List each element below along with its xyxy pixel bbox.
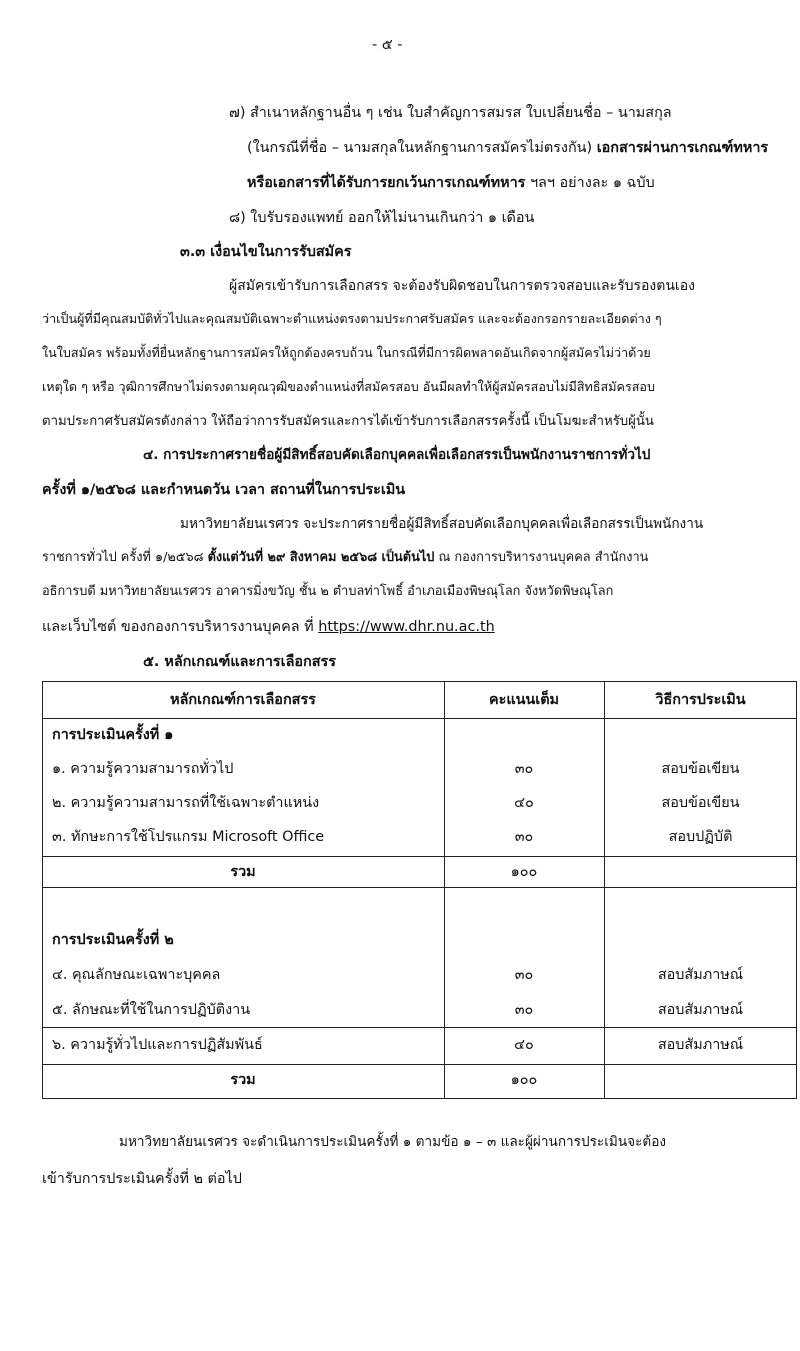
section-4-line-4 (42, 620, 495, 634)
section-4-heading-line-2: ครั้งที่ ๑/๒๕๖๘ และกำหนดวัน เวลา สถานที่ในการประเมิน (42, 482, 406, 498)
website-link[interactable]: https://www.dhr.nu.ac.th (318, 619, 495, 635)
table-row-score: ๓๐ (514, 829, 534, 845)
header-criteria: หลักเกณฑ์การเลือกสรร (170, 692, 316, 708)
table-row-score: ๔๐ (514, 1037, 534, 1053)
section-5-heading: ๕. หลักเกณฑ์และการเลือกสรร (143, 654, 336, 670)
table-row-score: ๓๐ (514, 761, 534, 777)
item-7-line-1: ๗) สำเนาหลักฐานอื่น ๆ เช่น ใบสำคัญการสมรส ใบเปลี่ยนชื่อ – นามสกุล (229, 105, 672, 121)
closing-line-1: มหาวิทยาลัยนเรศวร จะดำเนินการประเมินครั้งที่ ๑ ตามข้อ ๑ – ๓ และผู้ผ่านการประเมินจะต้อง (119, 1134, 667, 1150)
table-row-criteria: ๖. ความรู้ทั่วไปและการปฏิสัมพันธ์ (52, 1037, 263, 1053)
item-7-line-2-bold: เอกสารผ่านการเกณฑ์ทหาร (596, 140, 769, 156)
table-row-method: สอบสัมภาษณ์ (657, 1037, 744, 1053)
section-4-date: ตั้งแต่วันที่ ๒๙ สิงหาคม ๒๕๖๘ เป็นต้นไป (207, 550, 435, 565)
table-row-method: สอบปฏิบัติ (668, 829, 733, 845)
table-row-score: ๓๐ (514, 1002, 534, 1018)
round-1-total: ๑๐๐ (510, 864, 538, 880)
section-4-line-2 (42, 552, 648, 565)
section-3-3-line-2: ว่าเป็นผู้ที่มีคุณสมบัติทั่วไปและคุณสมบัติเฉพาะตำแหน่งตรงตามประกาศรับสมัคร และจะต้องกรอกรายละเอียดต่าง ๆ (42, 311, 662, 326)
header-score: คะแนนเต็ม (488, 692, 560, 708)
round-1-title: การประเมินครั้งที่ ๑ (52, 727, 174, 743)
section-3-3-line-4: เหตุใด ๆ หรือ วุฒิการศึกษาไม่ตรงตามคุณวุฒิของตำแหน่งที่สมัครสอบ อันมีผลทำให้ผู้สมัครสอบไม่มีสิทธิสมัครสอบ (42, 379, 655, 394)
item-7-line-3-text: ฯลฯ อย่างละ ๑ ฉบับ (525, 175, 655, 191)
section-4-line-2-text-a: ราชการทั่วไป ครั้งที่ ๑/๒๕๖๘ (42, 550, 208, 565)
page-number: - ๕ - (372, 37, 403, 53)
section-3-3-line-3: ในใบสมัคร พร้อมทั้งที่ยื่นหลักฐานการสมัครให้ถูกต้องครบถ้วน ในกรณีที่มีการผิดพลาดอันเกิดจากผู้สมัครไม่ว่าด้วย (42, 345, 651, 360)
item-7-line-2-text: (ในกรณีที่ชื่อ – นามสกุลในหลักฐานการสมัครไม่ตรงกัน) (247, 140, 597, 156)
section-4-line-4-text: และเว็บไซต์ ของกองการบริหารงานบุคคล ที่ (42, 619, 319, 635)
section-3-3-heading: ๓.๓ เงื่อนไขในการรับสมัคร (180, 244, 352, 260)
item-7-line-3-bold: หรือเอกสารที่ได้รับการยกเว้นการเกณฑ์ทหาร (247, 175, 526, 191)
section-4-heading-line-1: ๔. การประกาศรายชื่อผู้มีสิทธิ์สอบคัดเลือกบุคคลเพื่อเลือกสรรเป็นพนักงานราชการทั่วไป (143, 447, 651, 463)
table-row-method: สอบข้อเขียน (661, 761, 740, 777)
item-7-line-3 (247, 176, 655, 190)
table-row-method: สอบข้อเขียน (661, 795, 740, 811)
section-3-3-line-5: ตามประกาศรับสมัครดังกล่าว ให้ถือว่าการรับสมัครและการได้เข้ารับการเลือกสรรครั้งนี้ เป็นโมฆะสำหรับผู้นั้น (42, 414, 654, 429)
section-4-line-1: มหาวิทยาลัยนเรศวร จะประกาศรายชื่อผู้มีสิทธิ์สอบคัดเลือกบุคคลเพื่อเลือกสรรเป็นพนักงาน (180, 516, 704, 532)
table-row-method: สอบสัมภาษณ์ (657, 1002, 744, 1018)
round-2-total: ๑๐๐ (510, 1072, 538, 1088)
table-row-score: ๓๐ (514, 967, 534, 983)
table-row-criteria: ๑. ความรู้ความสามารถทั่วไป (52, 761, 234, 777)
criteria-table (42, 681, 797, 1099)
table-row-criteria: ๓. ทักษะการใช้โปรแกรม Microsoft Office (52, 829, 325, 845)
table-row-score: ๔๐ (514, 795, 534, 811)
round-2-title: การประเมินครั้งที่ ๒ (52, 932, 174, 948)
table-row-criteria: ๔. คุณลักษณะเฉพาะบุคคล (52, 967, 221, 983)
table-row-criteria: ๒. ความรู้ความสามารถที่ใช้เฉพาะตำแหน่ง (52, 795, 320, 811)
round-1-total-label: รวม (230, 864, 256, 880)
item-8: ๘) ใบรับรองแพทย์ ออกให้ไม่นานเกินกว่า ๑ เดือน (229, 210, 535, 226)
table-row-criteria: ๕. ลักษณะที่ใช้ในการปฏิบัติงาน (52, 1002, 251, 1018)
table-row-method: สอบสัมภาษณ์ (657, 967, 744, 983)
section-4-line-2-text-b: ณ กองการบริหารงานบุคคล สำนักงาน (434, 550, 649, 565)
closing-line-2: เข้ารับการประเมินครั้งที่ ๒ ต่อไป (42, 1171, 242, 1187)
round-2-total-label: รวม (230, 1072, 256, 1088)
section-4-line-3: อธิการบดี มหาวิทยาลัยนเรศวร อาคารมิ่งขวัญ ชั้น ๒ ตำบลท่าโพธิ์ อำเภอเมืองพิษณุโลก จังหวัดพิษณุโลก (42, 584, 614, 599)
section-3-3-line-1: ผู้สมัครเข้ารับการเลือกสรร จะต้องรับผิดชอบในการตรวจสอบและรับรองตนเอง (229, 278, 695, 294)
header-method: วิธีการประเมิน (655, 692, 746, 708)
item-7-line-2 (247, 141, 768, 155)
